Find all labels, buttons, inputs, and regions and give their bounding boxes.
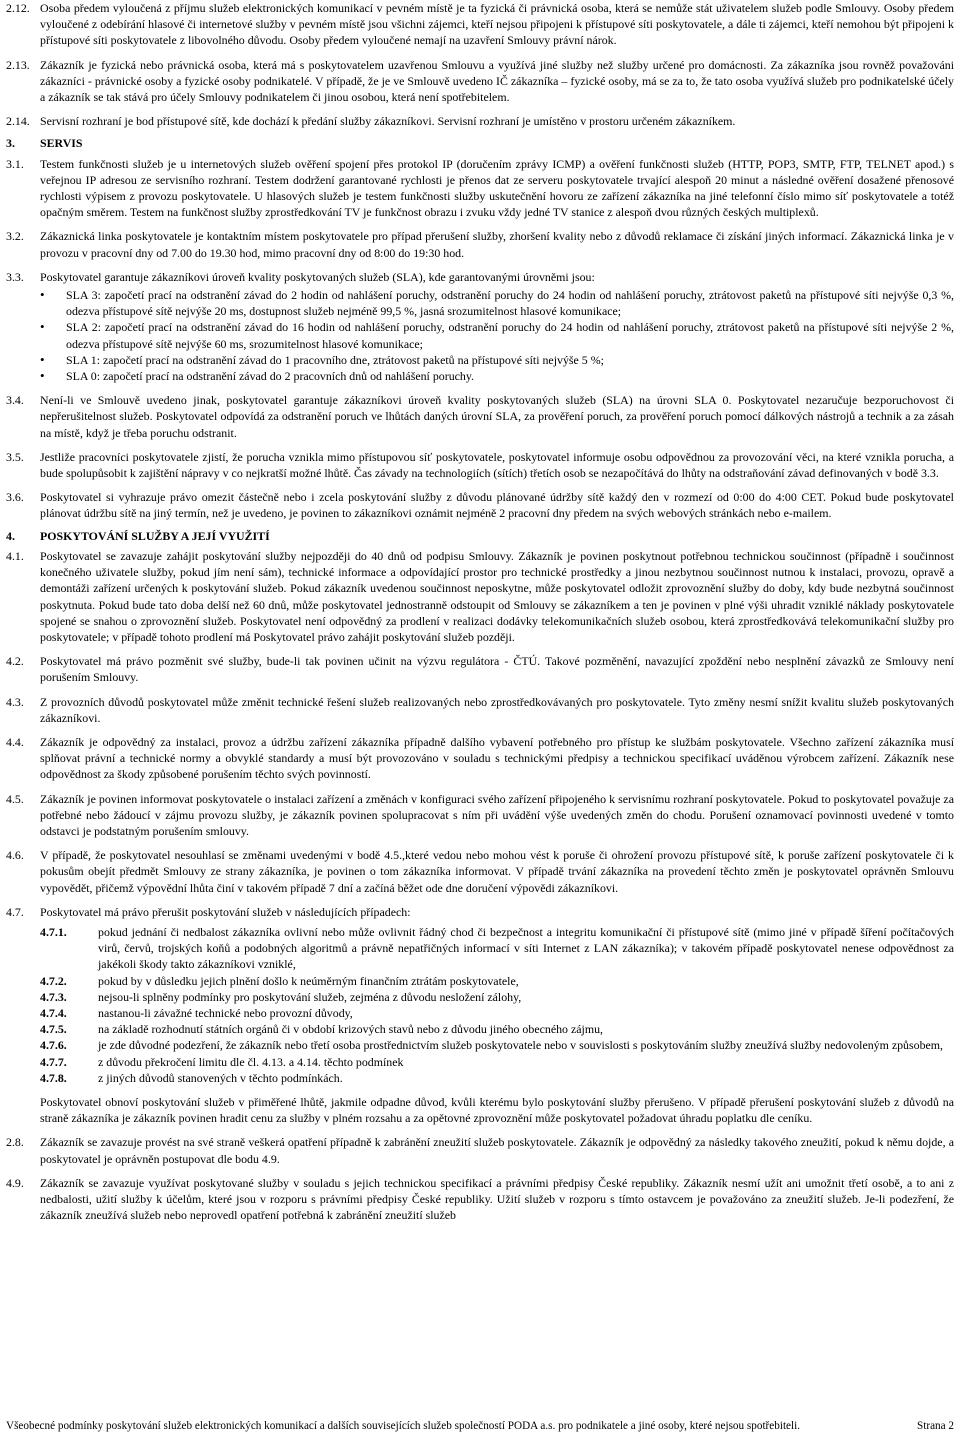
clause-number: 3.1. <box>6 156 24 171</box>
clause-number: 3.4. <box>6 393 24 408</box>
clause-text: Servisní rozhraní je bod přístupové sítě, kde dochází k předání služby zákazníkovi. Servisní rozhraní je umístěno v prostoru určeném zákazníkem. <box>40 114 736 129</box>
subclause-number: 4.7.2. <box>40 973 67 988</box>
subclause-number: 4.7.5. <box>40 1022 67 1037</box>
clause-text: Zákazník je odpovědný za instalaci, provoz a údržbu zařízení zákazníka případně dalšího vybavení potřebného pro přístup ke službám poskytovatele. Všechno zařízení zákazníka musí splňovat právní a technické normy a obvyklé standardy a musí být provozováno v souladu s technickými předpisy a technickou specifikací uváděnou výrobcem zařízení. Zákazník nese odpovědnost za škody způsobené porušením těchto svých povinností. <box>40 734 954 782</box>
clause-3-1 <box>6 156 954 221</box>
section-title: SERVIS <box>40 136 83 151</box>
clause-text: Není-li ve Smlouvě uvedeno jinak, poskytovatel garantuje zákazníkovi úroveň kvality poskytovaných služeb (SLA) na úrovni SLA 0. Poskytovatel nezaručuje bezporuchovost či nepřerušitelnost služeb. Poskytovatel odpovídá za odstranění poruch ve lhůtách daných úrovní SLA, za prověření poruch, za prověření poruch pomocí dálkových nástrojů a technik a za zásah na místě, když je třeba poruchu odstranit. <box>40 393 954 440</box>
clause-text: Zákazník se zavazuje využívat poskytované služby v souladu s jejich technickou specifikací a právními předpisy České republiky. Zákazník nesmí užít ani umožnit třetí osobě, a to ani z nedbalosti, užití služby k účelům, které jsou v rozporu s právními předpisy České republiky. Užití služeb v rozporu s tímto ostavcem je považováno za zneužití služeb. Je-li podezření, že zákazník zneužívá služeb nebo neprovedl opatření potřebná k zabránění zneužití služeb <box>40 1175 954 1223</box>
subclause-text: z jiných důvodů stanovených v těchto podmínkách. <box>98 1070 343 1085</box>
clause-text: Poskytovatel má právo pozměnit své služby, bude-li tak povinen učinit na výzvu regulátora - ČTÚ. Takové pozměnění, navazující zpoždění nebo nesplnění závazků ze Smlouvy není porušením Smlouvy. <box>40 654 954 685</box>
clause-4-7 <box>6 904 954 920</box>
sla-list <box>6 287 954 384</box>
clause-4-1 <box>6 548 954 645</box>
clause-text: Poskytovatel si vyhrazuje právo omezit částečně nebo i zcela poskytování služby z důvodu plánované údržby sítě každý den v rozmezí od 0:00 do 4:00 CET. Pokud bude poskytovatel plánovat údržbu sítě na jiný termín, než je uvedeno, je povinen to zákazníkovi oznámit nejméně 2 pracovní dny předem na svých webových stránkách nebo e-mailem. <box>40 490 954 521</box>
section-title: POSKYTOVÁNÍ SLUŽBY A JEJÍ VYUŽITÍ <box>40 528 270 543</box>
list-item: • SLA 0: započetí prací na odstranění závad do 2 pracovních dnů od nahlášení poruchy. <box>66 368 954 384</box>
clause-4-2 <box>6 653 954 685</box>
clause-4-5 <box>6 791 954 840</box>
subclause-4-7-7 <box>6 1054 954 1070</box>
clause-text: Zákaznická linka poskytovatele je kontaktním místem poskytovatele pro případ přerušení služby, zhoršení kvality nebo z důvodů reklamace či získání jiných informací. Zákaznická linka je v provozu v pracovní dny od 7.00 do 19.30 hod, mimo pracovní dny od 8:00 do 19:30 hod. <box>40 229 954 260</box>
clause-text: Zákazník se zavazuje provést na své straně veškerá opatření případně k zabránění zneužití služeb poskytovatele. Zákazník je odpovědný za následky takového zneužití, pokud k němu dojde, a poskytovatel je oprávněn postupovat dle bodu 4.9. <box>40 1135 954 1166</box>
clause-text: Zákazník je povinen informovat poskytovatele o instalaci zařízení a změnách v konfiguraci svého zařízení připojeného k servisnímu rozhraní poskytovatele. Pokud to poskytovatel považuje za potřebné nebo žádoucí v zájmu provozu služby, je zákazník povinen spolupracovat s ním při uvádění výše uvedených změn do chodu. Porušení oznamovací povinnosti uvedené v tomto odstavci je podstatným porušením smlouvy. <box>40 791 954 838</box>
clause-number: 4.7. <box>6 904 24 919</box>
subclause-text: pokud by v důsledku jejich plnění došlo k neúměrným finančním ztrátám poskytovatele, <box>98 973 519 988</box>
section-heading-4 <box>6 528 954 544</box>
clause-3-6 <box>6 489 954 521</box>
subclause-text: nejsou-li splněny podmínky pro poskytování služeb, zejména z důvodu nesložení zálohy, <box>98 989 522 1004</box>
clause-2-12 <box>6 0 954 49</box>
clause-number: 3.5. <box>6 449 24 464</box>
subclause-text: je zde důvodné podezření, že zákazník nebo třetí osoba prostřednictvím služeb poskytovatele nebo v souvislosti s poskytováním služby zneužívá služby nedovoleným způsobem, <box>98 1038 944 1053</box>
list-item: • SLA 2: započetí prací na odstranění závad do 16 hodin od nahlášení poruchy, odstranění poruchy do 24 hodin od nahlášení poruchy, ztrátovost paketů na přístupové síti nejvýše 2 %, odezva přístupové sítě nejvýše 60 ms, srozumitelnost hlasové komunikace; <box>66 319 954 351</box>
subclause-number: 4.7.1. <box>40 924 67 939</box>
clause-number: 4.6. <box>6 848 24 863</box>
subclause-number: 4.7.3. <box>40 989 67 1004</box>
subclause-number: 4.7.4. <box>40 1005 67 1020</box>
clause-4-7-tail: Poskytovatel obnoví poskytování služeb v přiměřené lhůtě, jakmile odpadne důvod, kvůli kterému bylo poskytování služby přerušeno. V případě přerušení poskytování služeb z důvodů na straně zákazníka je zákazník povinen hradit cenu za služby v plném rozsahu a za opětovné zprovoznění může poskytovatel požadovat úhradu poplatku dle ceníku. <box>40 1094 954 1126</box>
clause-2-14 <box>6 113 954 129</box>
clause-text: Zákazník je fyzická nebo právnická osoba, která má s poskytovatelem uzavřenou Smlouvu a využívá jiné služby než služby určené pro domácnosti. Za zákazníka jsou rovněž považováni zákazníci - právnické osoby a fyzické osoby podnikatelé. V případě, že je ve Smlouvě uvedeno IČ zákazníka – fyzické osoby, má se za to, že tato osoba využívá služeb pro podnikatelské účely a zákazník se tak stává pro účely Smlouvy podnikatelem či jinou osobou, která není spotřebitelem. <box>40 57 954 105</box>
clause-number: 2.12. <box>6 1 30 15</box>
clause-4-6 <box>6 847 954 896</box>
subclause-4-7-1 <box>6 924 954 973</box>
clause-number: 2.13. <box>6 57 30 72</box>
clause-text: Poskytovatel se zavazuje zahájit poskytování služby nejpozději do 40 dnů od podpisu Smlouvy. Zákazník je povinen poskytnout potřebnou technickou součinnost (případně i součinnost konečného uživatele služby, pokud jím není sám), technické informace a odpovídající prostor pro technické prostředky a jinou nezbytnou součinnost nutnou k instalaci, provozu, opravě a demontáži zařízení určených k poskytování služeb. Pokud zákazník uvedenou součinnost neposkytne, může poskytovatel odložit zprovoznění služby do doby, kdy bude nezbytná součinnost poskytnuta. Pokud bude tato doba delší než 60 dnů, může poskytovatel jednostranně odstoupit od Smlouvy se zákazníkem a ten je povinen v plné výši uhradit vzniklé náklady poskytovatele spojené se snahou o zprovoznění služeb. Poskytovatel není odpovědný za prodlení v realizaci dodávky telekomunikačních služeb osobou, která zprostředkovává telekomunikační služby pro poskytovatele; v případě tohoto prodlení má Poskytovatel právo zahájit poskytování služeb později. <box>40 548 954 644</box>
subclause-4-7-5 <box>6 1021 954 1037</box>
clause-4-4 <box>6 734 954 783</box>
clause-number: 4.1. <box>6 548 24 563</box>
clause-text: Osoba předem vyloučená z příjmu služeb elektronických komunikací v pevném místě je ta fyzická či právnická osoba, která se nemůže stát uživatelem služeb podle Smlouvy. Osoby předem vyloučené z odebírání hlasové či internetové služby v pevném místě jsou všichni zájemci, kteří nejsou připojeni k přístupové síti poskytovatele, a dále ti zájemci, kteří nemohou být připojeni k přístupové síti poskytovatele z libovolného důvodu. Osoby předem vyloučené nemají na uzavření Smlouvy právní nárok. <box>40 1 954 48</box>
section-number: 3. <box>6 136 15 151</box>
clause-text: Testem funkčnosti služeb je u internetových služeb ověření spojení přes protokol IP (doručením zprávy ICMP) a ověření funkčnosti služeb (HTTP, POP3, SMTP, FTP, TELNET apod.) s veřejnou IP adresou ze servisního rozhraní. Testem dodržení garantované rychlosti je přenos dat ze serveru poskytovatele trvající alespoň 20 minut a následné ověření dosažené přenosové rychlosti výpisem z provozu poskytovatele. U hlasových služeb je testem funkčnosti služby uskutečnění hovoru ze zařízení zákazníka na jiné telefonní číslo mimo síť poskytovatele a totéž opačným směrem. Testem na funkčnost služby zprostředkování TV je funkčnost obrazu i zvuku vždy jedné TV stanice z alespoň dvou různých českých multiplexů. <box>40 156 954 220</box>
subclause-4-7-8 <box>6 1070 954 1086</box>
list-item: • SLA 3: započetí prací na odstranění závad do 2 hodin od nahlášení poruchy, odstranění poruchy do 24 hodin od nahlášení poruchy, ztrátovost paketů na přístupové síti nejvýše 0,3 %, odezva přístupové sítě nejvýše 20 ms, dostupnost služeb nejméně 99,5 %, jasná srozumitelnost hlasové komunikace; <box>66 287 954 319</box>
clause-3-3 <box>6 269 954 285</box>
clause-2-8 <box>6 1134 954 1166</box>
clause-number: 3.3. <box>6 269 24 284</box>
subclause-text: z důvodu překročení limitu dle čl. 4.13. a 4.14. těchto podmínek <box>98 1054 404 1069</box>
list-item: • SLA 1: započetí prací na odstranění závad do 1 pracovního dne, ztrátovost paketů na přístupové síti nejvýše 5 %; <box>66 352 954 368</box>
page-number: Strana 2 <box>917 1420 954 1432</box>
clause-number: 4.9. <box>6 1175 24 1190</box>
clause-text: Jestliže pracovníci poskytovatele zjistí, že porucha vznikla mimo přístupovou síť poskytovatele, poskytovatel informuje osobu odpovědnou za provozování věci, na které vznikla porucha, a bude spolupůsobit k zajištění nápravy v co nejkratší možné lhůtě. Čas závady na technologiích (sítích) třetích osob se nezapočítává do lhůty na odstraňování závad definovaných v bodě 3.3. <box>40 449 954 481</box>
subclause-text: nastanou-li závažné technické nebo provozní důvody, <box>98 1005 353 1020</box>
clause-text: Poskytovatel garantuje zákazníkovi úroveň kvality poskytovaných služeb (SLA), kde garantovanými úrovněmi jsou: <box>40 269 595 284</box>
clause-3-5 <box>6 449 954 481</box>
clause-3-2 <box>6 228 954 260</box>
subclause-text: pokud jednání či nedbalost zákazníka ovlivní nebo může ovlivnit řádný chod či bezpečnost a integritu komunikační či přístupové sítě (mimo jiné v případě šíření počítačových virů, červů, trojských koňů a podobných algoritmů a právně nepatřičných informací v síti Internet z LAN zákazníka); v takovém případě poskytovatel nenese odpovědnost za jakékoli škody takto zákazníkovi vzniklé, <box>98 924 954 972</box>
clause-number: 4.4. <box>6 734 24 749</box>
subclause-number: 4.7.7. <box>40 1054 67 1069</box>
document-body <box>6 0 954 1223</box>
clause-number: 2.8. <box>6 1135 24 1150</box>
footer-text: Všeobecné podmínky poskytování služeb elektronických komunikací a dalších souvisejících služeb společností PODA a.s. pro podnikatele a jiné osoby, které nejsou spotřebiteli. <box>6 1420 801 1432</box>
clause-text: Poskytovatel má právo přerušit poskytování služeb v následujících případech: <box>40 904 411 919</box>
clause-number: 4.5. <box>6 791 24 806</box>
clause-4-3 <box>6 694 954 726</box>
section-number: 4. <box>6 528 15 543</box>
clause-3-4 <box>6 392 954 441</box>
clause-number: 2.14. <box>6 114 30 129</box>
clause-text: V případě, že poskytovatel nesouhlasí se změnami uvedenými v bodě 4.5.,které vedou nebo mohou vést k poruše či ohrožení provozu přístupové sítě, k poruše zařízení poskytovatele či k pokusům obejít předmět Smlouvy ze strany zákazníka, je povinen o tom zákazníka informovat. V případě trvání zákazníka na provedení těchto změn je poskytovatel oprávněn Smlouvu vypovědět, přičemž výpovědní lhůta činí v takovém případě 7 dní a začíná běžet ode dne doručení výpovědi zákazníkovi. <box>40 848 954 895</box>
subclause-4-7-4 <box>6 1005 954 1021</box>
clause-number: 4.3. <box>6 694 24 709</box>
subclause-number: 4.7.6. <box>40 1038 67 1053</box>
clause-number: 3.2. <box>6 229 24 244</box>
subclause-text: na základě rozhodnutí státních orgánů či v období krizových stavů nebo z důvodu jiného obecného zájmu, <box>98 1022 603 1037</box>
clause-number: 4.2. <box>6 654 24 669</box>
subclause-4-7-3 <box>6 989 954 1005</box>
clause-4-9 <box>6 1175 954 1224</box>
subclause-4-7-2 <box>6 973 954 989</box>
subclause-4-7-6 <box>6 1037 954 1053</box>
subclause-number: 4.7.8. <box>40 1070 67 1085</box>
clause-2-13 <box>6 57 954 106</box>
clause-text: Z provozních důvodů poskytovatel může změnit technické řešení služeb realizovaných nebo zprostředkovávaných pro poskytovatele. Tyto změny nesmí snížit kvalitu služeb poskytovaných zákazníkovi. <box>40 694 954 725</box>
clause-number: 3.6. <box>6 490 24 505</box>
section-heading-3 <box>6 135 954 151</box>
